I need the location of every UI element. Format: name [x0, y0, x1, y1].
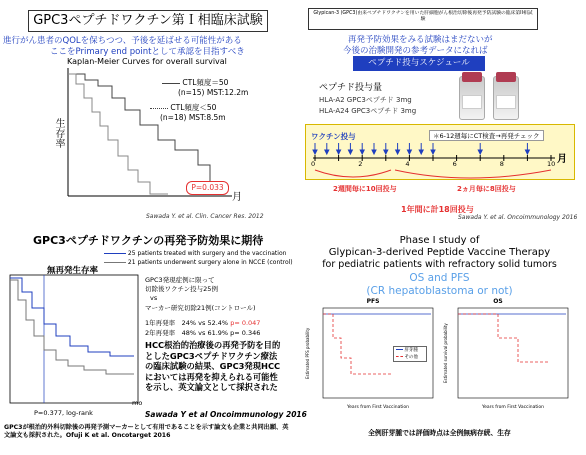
pfs-legend-line-1	[396, 349, 403, 350]
period-2-label: 2ヵ月毎に8回投与	[457, 185, 516, 193]
q3-title: GPC3ペプチドワクチンの再発予防効果に期待	[33, 234, 264, 247]
rfs-curve-control	[10, 280, 134, 374]
dose-heading: ペプチド投与量	[319, 83, 383, 93]
ct-check-label: ＊6-12週毎にCT検査→再発チェック	[429, 130, 544, 141]
q1-pvalue: P=0.033	[186, 181, 229, 195]
timeline-tick-label: 0	[311, 160, 316, 168]
q3-chart-title: 無再発生存率	[47, 266, 99, 276]
legend-ctl-low-stats: (n=18) MST:8.5m	[160, 113, 226, 122]
os-curve-other	[458, 314, 548, 362]
timeline-tick-label: 10	[547, 160, 556, 168]
vaccine-dose-arrowhead	[313, 150, 317, 154]
rfs-curve-vaccine	[10, 278, 134, 356]
legend-ctl-high-stats: (n=15) MST:12.2m	[178, 88, 249, 97]
dose-a24: HLA-A24 GPC3ペプチド 3mg	[319, 107, 417, 115]
q4-title-3: for pediatric patients with refractory solid tumors	[322, 259, 557, 270]
q3-summary: HCC根治的治療後の再発予防を目的としたGPC3ペプチドワクチン療法の臨床試験の結果、GPC3発現HCCにおいては再発を抑えられる可能性を示し、英文論文として採択された	[145, 340, 281, 392]
dose-a2: HLA-A2 GPC3ペプチド 3mg	[319, 96, 412, 104]
km-curve-low-ctl	[68, 74, 168, 194]
schedule-title: ペプチド投与スケジュール	[353, 56, 485, 71]
os-title: OS	[493, 298, 503, 305]
rate-1: 1年再発率 24% vs 52.4% p= 0.047	[145, 319, 261, 327]
q1-xunit: 月	[232, 192, 242, 203]
q2-subtitle-2: 今後の治験開発の参考データになれば	[343, 46, 488, 56]
vaccine-dose-arrowhead	[372, 150, 376, 154]
q1-subtitle-1: 進行がん患者のQOLを保ちつつ、予後を延ばせる可能性がある	[3, 36, 242, 46]
bracket-period-1	[315, 170, 391, 177]
q3-citation: Sawada Y et al Oncoimmunology 2016	[145, 410, 307, 419]
q1-ylabel: 生存率	[53, 118, 64, 148]
pfs-legend-2: その他	[396, 354, 426, 361]
timeline-tick-label: 8	[499, 160, 504, 168]
q3-pvalue: P=0.377, log-rank	[34, 409, 93, 417]
note-2: 切除後ワクチン投与25例	[145, 285, 218, 293]
q4-title-1: Phase I study of	[399, 235, 480, 246]
pfs-curve-other	[323, 314, 391, 374]
vaccine-dose-arrowhead	[407, 150, 411, 154]
note-1: GPC3発現症例に限って	[145, 276, 215, 284]
vaccine-dose-arrowhead	[525, 150, 529, 154]
q1-subtitle-2: ここをPrimary end pointとして承認を目指すべき	[50, 47, 245, 57]
q2-citation: Sawada Y. et al. Oncoimmunology 2016	[458, 214, 578, 221]
os-xlabel: Years from First Vaccination	[481, 405, 545, 410]
q3-xunit: mo	[132, 399, 143, 407]
legend-ctl-low: CTL頻度＜50	[150, 102, 216, 113]
vaccine-dose-arrowhead	[348, 150, 352, 154]
q4-footer: 全例肝芽腫では評価時点は全例無病存続、生存	[368, 429, 511, 437]
km-chart	[0, 0, 293, 228]
q1-citation: Sawada Y. et al. Clin. Cancer Res. 2012	[146, 213, 264, 220]
os-ylabel: Estimated survival probability	[443, 323, 448, 383]
quadrant-bottom-right	[293, 228, 586, 455]
q3-legend-1: 25 patients treated with surgery and the vaccination	[104, 250, 286, 257]
vaccine-label: ワクチン投与	[311, 132, 356, 141]
vaccine-dose-arrowhead	[419, 150, 423, 154]
q2-xunit: 月	[557, 154, 567, 165]
rate-2: 2年再発率 48% vs 61.9% p= 0.346	[145, 329, 261, 337]
vaccine-dose-arrowhead	[337, 150, 341, 154]
legend-line-high	[162, 83, 180, 84]
pfs-title: PFS	[366, 298, 380, 305]
q1-title: GPC3ペプチドワクチン第Ｉ相臨床試験	[28, 10, 268, 32]
legend-ctl-high: CTL頻度＝50	[162, 77, 228, 88]
pfs-ylabel: Estimated PFS probability	[305, 327, 310, 379]
pfs-xlabel: Years from First Vaccination	[346, 405, 410, 410]
legend-line-low	[150, 108, 168, 109]
vaccine-dose-arrowhead	[478, 150, 482, 154]
timeline-tick-labels	[293, 160, 586, 170]
pfs-legend-1: 肝芽腫	[396, 347, 426, 354]
vaccine-dose-arrowhead	[325, 150, 329, 154]
vaccine-dose-arrowhead	[431, 150, 435, 154]
quadrant-top-right	[293, 0, 586, 228]
q3-legend-2: 21 patients underwent surgery alone in NCCE (control)	[104, 259, 293, 266]
bracket-period-2	[395, 170, 551, 178]
note-vs: vs	[150, 294, 158, 302]
q4-subset: (CR hepatoblastoma or not)	[366, 285, 513, 297]
period-1-label: 2週間毎に10回投与	[333, 185, 397, 193]
vaccine-dose-arrowhead	[384, 150, 388, 154]
quadrant-top-left	[0, 0, 293, 228]
km-chart-title: Kaplan-Meier Curves for overall survival	[67, 57, 227, 66]
q2-subtitle-1: 再発予防効果をみる試験はまだないが	[348, 35, 493, 45]
pfs-os-charts	[293, 228, 586, 455]
os-plot-area	[458, 308, 568, 398]
quadrant-bottom-left	[0, 228, 307, 455]
timeline-tick-label: 6	[452, 160, 457, 168]
timeline-tick-label: 4	[405, 160, 410, 168]
q3-footer: GPC3が根治的外科切除後の再発予測マーカーとして有用であることを示す論文も企業と共同出願、英文論文も採択された。Ofuji K et al. Oncotarget 2016	[4, 424, 289, 439]
pfs-legend	[393, 346, 427, 362]
q4-title-2: Glypican-3-derived Peptide Vaccine Therapy	[328, 247, 551, 258]
rfs-plot-area	[10, 275, 138, 403]
q2-title: Glypican-3 (GPC3)由来ペプチドワクチンを用いた肝細胞がん根治切除後再発予防試験の臨床第II相試験	[308, 8, 538, 30]
note-3: マーカー研究切除21例(コントロール)	[145, 304, 256, 312]
pfs-legend-line-2	[396, 356, 403, 357]
vaccine-dose-arrowhead	[396, 150, 400, 154]
q4-os-pfs: OS and PFS	[409, 272, 470, 284]
vaccine-dose-arrowhead	[360, 150, 364, 154]
timeline-tick-label: 2	[358, 160, 363, 168]
total-doses-label: 1年間に計18回投与	[401, 205, 474, 214]
vaccine-arrows	[313, 143, 529, 154]
